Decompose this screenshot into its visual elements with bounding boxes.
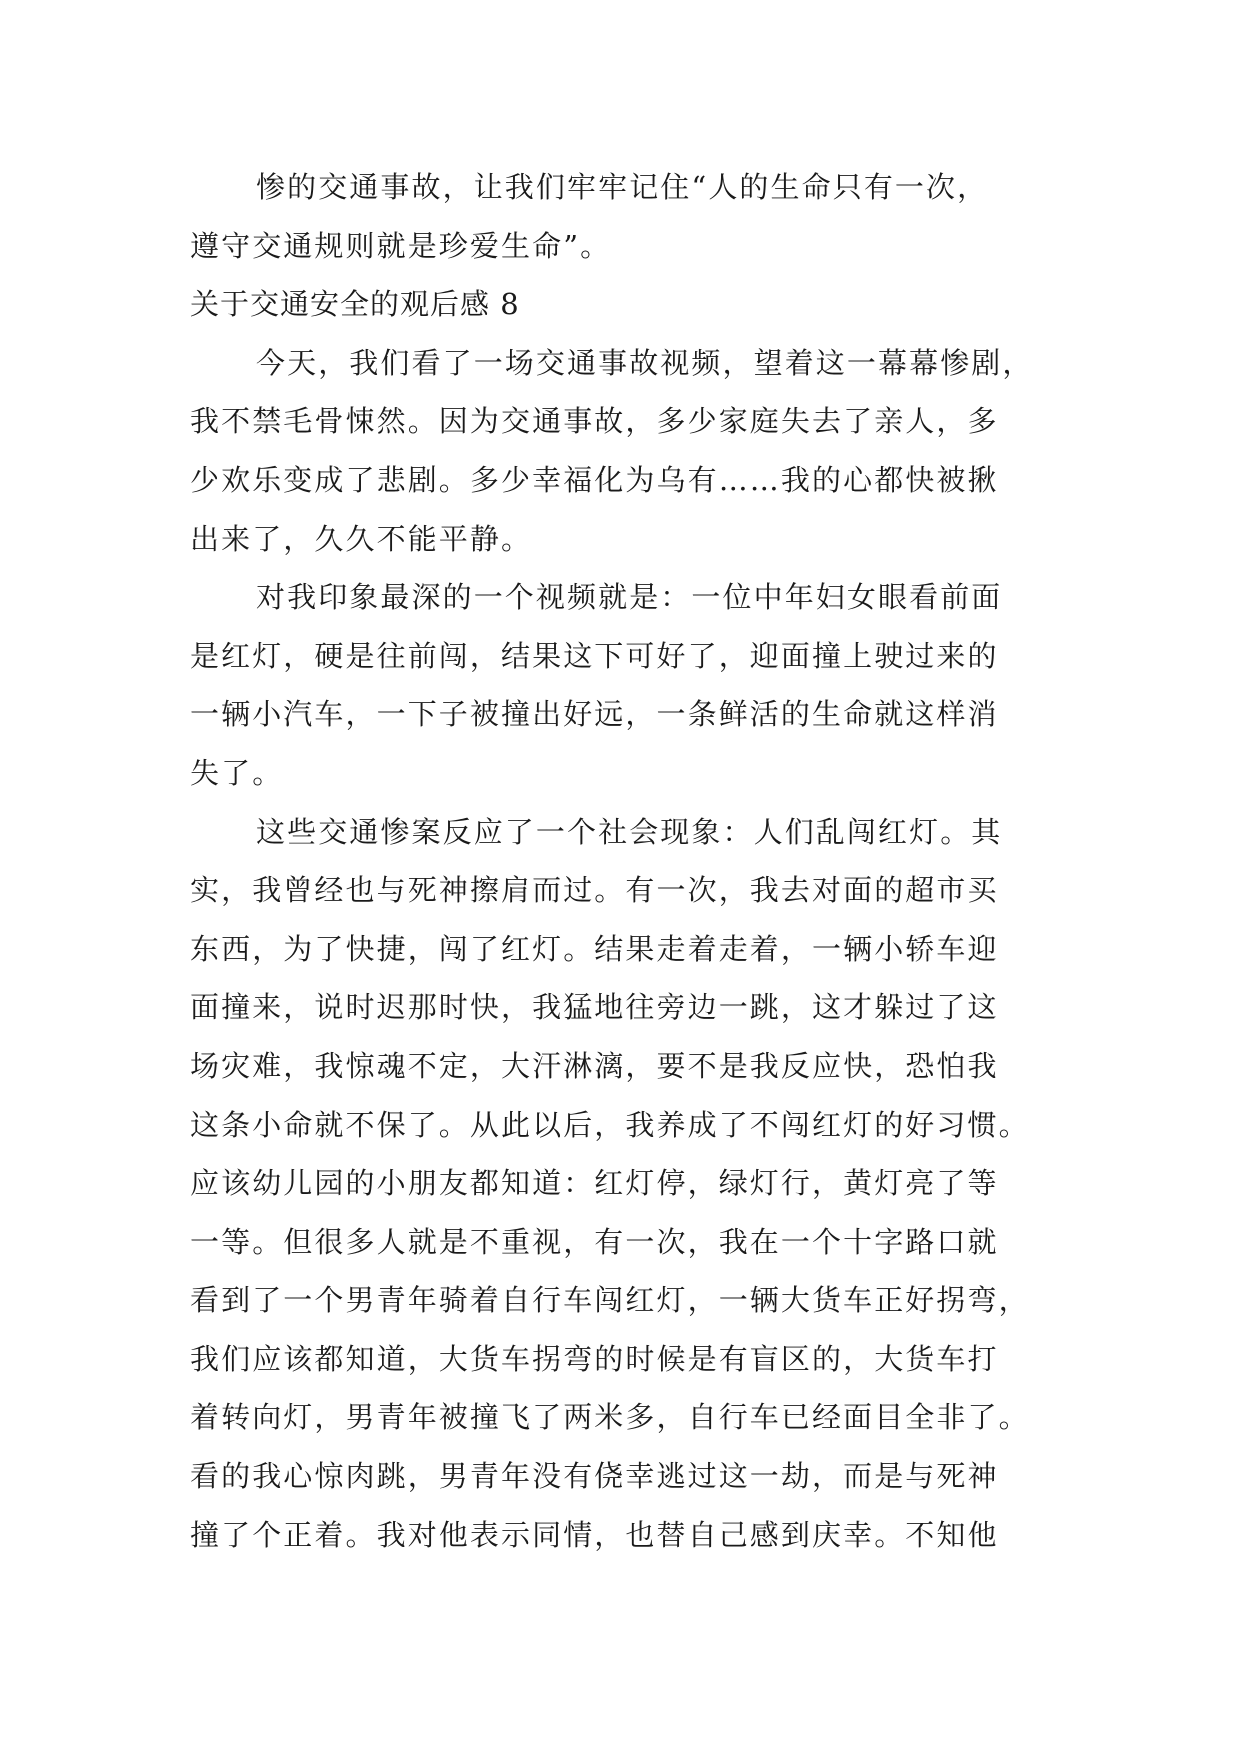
text-line-1: 惨的交通事故，让我们牢牢记住“人的生命只有一次，: [256, 170, 989, 204]
text-line-19: 一等。但很多人就是不重视，有一次，我在一个十字路口就: [190, 1224, 999, 1259]
text-line-9: 是红灯，硬是往前闯，结果这下可好了，迎面撞上驶过来的: [190, 638, 999, 673]
text-line-16: 场灾难，我惊魂不定，大汗淋漓，要不是我反应快，恐怕我: [190, 1048, 999, 1083]
text-line-17: 这条小命就不保了。从此以后，我养成了不闯红灯的好习惯。: [190, 1107, 1030, 1142]
text-line-13: 实，我曾经也与死神擦肩而过。有一次，我去对面的超市买: [190, 873, 999, 908]
text-line-18: 应该幼儿园的小朋友都知道：红灯停，绿灯行，黄灯亮了等: [190, 1166, 999, 1201]
text-line-20: 看到了一个男青年骑着自行车闯红灯，一辆大货车正好拐弯，: [190, 1283, 1030, 1318]
text-line-14: 东西，为了快捷，闯了红灯。结果走着走着，一辆小轿车迎: [190, 931, 999, 966]
text-line-8: 对我印象最深的一个视频就是：一位中年妇女眼看前面: [256, 580, 1003, 615]
text-line-11: 失了。: [190, 755, 284, 790]
section-heading: 关于交通安全的观后感 8: [190, 287, 520, 322]
text-line-7: 出来了，久久不能平静。: [190, 521, 533, 556]
text-line-12: 这些交通惨案反应了一个社会现象：人们乱闯红灯。其: [256, 814, 1003, 849]
text-line-5: 我不禁毛骨悚然。因为交通事故，多少家庭失去了亲人，多: [190, 404, 999, 439]
text-line-21: 我们应该都知道，大货车拐弯的时候是有盲区的，大货车打: [190, 1341, 999, 1376]
text-line-24: 撞了个正着。我对他表示同情，也替自己感到庆幸。不知他: [190, 1517, 999, 1552]
document-body: [190, 158, 1070, 1564]
text-line-2: 遵守交通规则就是珍爱生命”。: [190, 228, 612, 263]
text-line-6: 少欢乐变成了悲剧。多少幸福化为乌有……我的心都快被揪: [190, 462, 999, 497]
text-line-23: 看的我心惊肉跳，男青年没有侥幸逃过这一劫，而是与死神: [190, 1459, 999, 1494]
text-line-15: 面撞来，说时迟那时快，我猛地往旁边一跳，这才躲过了这: [190, 990, 999, 1025]
text-line-22: 着转向灯，男青年被撞飞了两米多，自行车已经面目全非了。: [190, 1400, 1030, 1435]
text-line-4: 今天，我们看了一场交通事故视频，望着这一幕幕惨剧，: [256, 345, 1034, 380]
text-line-10: 一辆小汽车，一下子被撞出好远，一条鲜活的生命就这样消: [190, 697, 999, 732]
